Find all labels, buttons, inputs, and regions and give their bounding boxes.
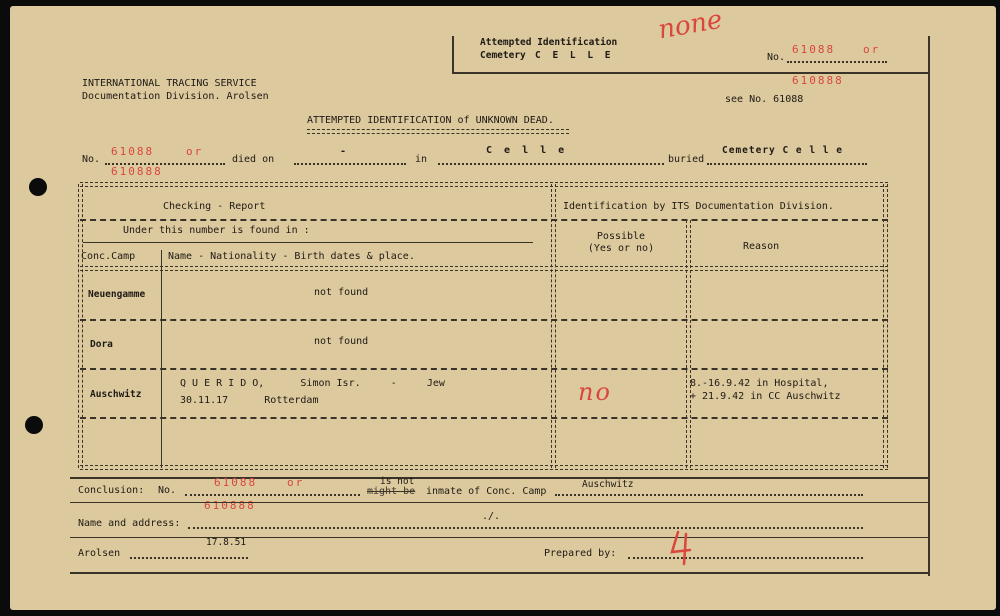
table-top-border	[80, 182, 888, 187]
handwritten-signature-mark	[666, 528, 706, 568]
header-separator	[80, 219, 888, 221]
record-no-alt: 610888	[111, 165, 163, 178]
conclusion-bottom-rule	[70, 502, 930, 503]
conclusion-inmate-text: inmate of Conc. Camp	[426, 486, 547, 497]
punch-hole-bottom	[25, 416, 43, 434]
col-possible-header: Possible (Yes or no)	[587, 231, 655, 254]
row3-name-line1: Q U E R I D O, Simon Isr. - Jew	[180, 378, 445, 389]
record-no-label: No.	[82, 154, 101, 165]
conclusion-camp-value: Auschwitz	[582, 479, 634, 490]
table-left-border	[78, 184, 83, 468]
row2-camp: Dora	[90, 339, 113, 350]
handwritten-none: none	[655, 4, 725, 46]
prepared-by-dots	[628, 557, 863, 559]
checking-report-header: Checking - Report	[163, 201, 266, 212]
header-no-alt: 610888	[792, 74, 844, 87]
under-number-rule	[83, 242, 533, 243]
row3-reason-line1: 8.-16.9.42 in Hospital,	[690, 378, 829, 389]
conclusion-no-label: No.	[158, 485, 177, 496]
col-camp-header: Conc.Camp	[81, 251, 136, 262]
identification-card	[10, 6, 996, 610]
row-separator-2	[80, 368, 888, 370]
table-right-border	[883, 184, 888, 468]
row3-name-line2: 30.11.17 Rotterdam	[180, 395, 319, 406]
header-box-cemetery-label: Cemetery	[480, 50, 526, 61]
row1-camp: Neuengamme	[88, 289, 146, 300]
conclusion-no-dots	[185, 494, 360, 496]
table-middle-divider	[551, 184, 556, 468]
header-box-cemetery-value: C E L L E	[535, 50, 614, 61]
place-label: Arolsen	[78, 548, 121, 559]
name-address-label: Name and address:	[78, 518, 181, 529]
conclusion-struck: might be	[367, 486, 416, 497]
name-address-bottom-rule	[70, 537, 930, 538]
buried-dots	[707, 163, 867, 165]
row3-possible-handwritten: no	[578, 378, 612, 406]
buried-value: Cemetery C e l l e	[722, 145, 843, 156]
row-separator-3	[80, 417, 888, 419]
died-value: -	[340, 146, 347, 157]
org-division: Documentation Division. Arolsen	[82, 91, 269, 102]
header-no-or: or	[863, 43, 881, 56]
conclusion-is-not: is not	[380, 476, 415, 487]
card-bottom-rule	[70, 572, 930, 574]
column-header-separator	[80, 266, 888, 271]
header-box-bottom-border	[452, 72, 930, 74]
header-box-left-border	[452, 36, 454, 72]
under-number-label: Under this number is found in :	[123, 225, 310, 236]
prepared-by-label: Prepared by:	[544, 548, 617, 559]
form-title: ATTEMPTED IDENTIFICATION of UNKNOWN DEAD.	[307, 115, 554, 126]
punch-hole-top	[29, 178, 47, 196]
row1-name: not found	[314, 287, 369, 298]
record-no-value: 61088	[111, 145, 155, 158]
conclusion-no-value: 61088	[214, 476, 258, 489]
in-label: in	[415, 154, 428, 165]
header-no-label: No.	[767, 52, 786, 63]
see-number: see No. 61088	[725, 94, 804, 105]
header-box-line1: Attempted Identification	[480, 37, 618, 48]
record-no-or: or	[186, 145, 204, 158]
identification-header: Identification by ITS Documentation Division.	[563, 201, 834, 212]
buried-label: buried	[668, 154, 705, 165]
row3-reason-line2: + 21.9.42 in CC Auschwitz	[690, 391, 841, 402]
table-bottom-border	[80, 465, 888, 470]
header-no-dots	[787, 61, 887, 63]
conclusion-label: Conclusion:	[78, 485, 145, 496]
card-right-border	[928, 36, 930, 576]
record-no-dots	[105, 163, 225, 165]
row3-camp: Auschwitz	[90, 389, 142, 400]
conclusion-camp-dots	[555, 494, 863, 496]
camp-divider	[161, 250, 162, 468]
place-value: C e l l e	[486, 145, 568, 156]
col-name-header: Name - Nationality - Birth dates & place.	[168, 251, 415, 262]
reason-divider	[686, 220, 691, 468]
died-label: died on	[232, 154, 275, 165]
died-dots	[294, 163, 406, 165]
conclusion-no-alt: 610888	[204, 499, 256, 512]
name-address-value: ./.	[482, 511, 501, 522]
col-reason-header: Reason	[743, 241, 780, 252]
header-no-value: 61088	[792, 43, 836, 56]
conclusion-no-or: or	[287, 476, 305, 489]
date-dots	[130, 557, 248, 559]
org-name: INTERNATIONAL TRACING SERVICE	[82, 78, 257, 89]
row2-name: not found	[314, 336, 369, 347]
conclusion-top-rule	[70, 477, 930, 479]
place-dots	[438, 163, 664, 165]
title-underline	[307, 129, 569, 134]
row-separator-1	[80, 319, 888, 321]
name-address-dots	[188, 527, 863, 529]
date-value: 17.8.51	[206, 537, 247, 548]
